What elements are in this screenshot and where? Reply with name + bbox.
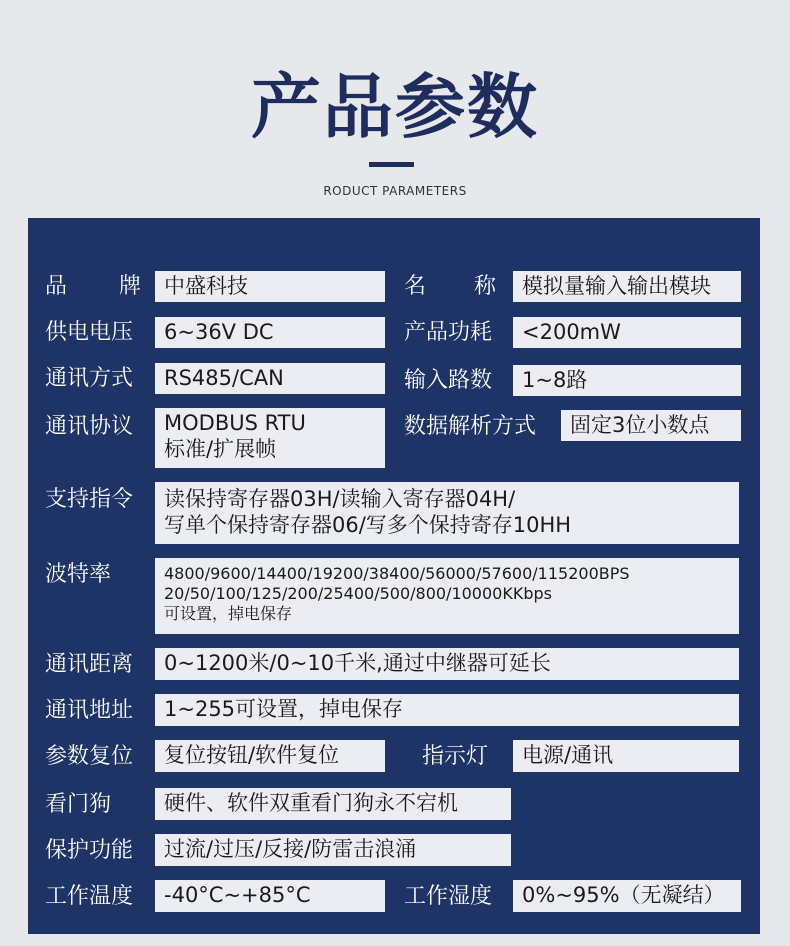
- address-label: 通讯地址: [45, 698, 134, 723]
- parameters-panel: [28, 218, 760, 934]
- temperature-value: -40°C~+85°C: [155, 880, 385, 912]
- title-underline: [369, 162, 414, 167]
- indicator-label: 指示灯: [422, 744, 489, 769]
- temperature-label: 工作温度: [45, 884, 134, 909]
- comm-mode-label: 通讯方式: [45, 366, 134, 391]
- baud-value: [155, 558, 739, 634]
- distance-value: 0~1200米/0~10千米,通过中继器可延长: [155, 648, 739, 680]
- brand-label-char-1: 品: [45, 274, 68, 299]
- brand-label: [45, 272, 141, 302]
- name-label-char-2: 称: [473, 274, 496, 299]
- commands-value: [155, 482, 739, 544]
- name-label-char-1: 名: [404, 274, 427, 299]
- commands-label: 支持指令: [45, 487, 134, 512]
- protocol-label: 通讯协议: [45, 414, 134, 439]
- commands-line-1: 读保持寄存器03H/读输入寄存器04H/: [164, 487, 516, 511]
- reset-label: 参数复位: [45, 744, 134, 769]
- indicator-value: 电源/通讯: [513, 740, 739, 772]
- protocol-line-1: MODBUS RTU: [164, 411, 306, 435]
- protection-value: 过流/过压/反接/防雷击浪涌: [155, 834, 511, 866]
- protection-label: 保护功能: [45, 838, 134, 863]
- brand-label-char-2: 牌: [118, 274, 141, 299]
- humidity-label: 工作湿度: [404, 884, 493, 909]
- baud-line-2: 20/50/100/125/200/25400/500/800/10000KKbps: [164, 584, 552, 603]
- baud-line-1: 4800/9600/14400/19200/38400/56000/57600/115200BPS: [164, 564, 630, 583]
- distance-label: 通讯距离: [45, 652, 134, 677]
- commands-line-2: 写单个保持寄存器06/写多个保持寄存10HH: [164, 513, 572, 537]
- watchdog-label: 看门狗: [45, 792, 112, 817]
- voltage-value: 6~36V DC: [155, 317, 385, 348]
- reset-value: 复位按钮/软件复位: [155, 740, 385, 772]
- watchdog-value: 硬件、软件双重看门狗永不宕机: [155, 788, 511, 820]
- humidity-value: 0%~95%（无凝结）: [513, 880, 741, 912]
- name-value: 模拟量输入输出模块: [513, 271, 741, 302]
- voltage-label: 供电电压: [45, 320, 134, 345]
- power-label: 产品功耗: [404, 320, 493, 345]
- page-subtitle: RODUCT PARAMETERS: [323, 184, 467, 198]
- inputs-value: 1~8路: [513, 365, 741, 396]
- baud-label: 波特率: [45, 562, 112, 587]
- name-label: [404, 272, 496, 302]
- comm-mode-value: RS485/CAN: [155, 363, 385, 394]
- protocol-line-2: 标准/扩展帧: [164, 437, 277, 461]
- power-value: <200mW: [513, 317, 741, 348]
- inputs-label: 输入路数: [404, 368, 493, 393]
- page-title: 产品参数: [251, 66, 539, 148]
- parse-label: 数据解析方式: [404, 414, 537, 439]
- protocol-value: [155, 408, 385, 468]
- address-value: 1~255可设置，掉电保存: [155, 694, 739, 726]
- parse-value: 固定3位小数点: [561, 410, 741, 441]
- brand-value: 中盛科技: [155, 271, 385, 302]
- baud-line-3: 可设置，掉电保存: [164, 604, 293, 623]
